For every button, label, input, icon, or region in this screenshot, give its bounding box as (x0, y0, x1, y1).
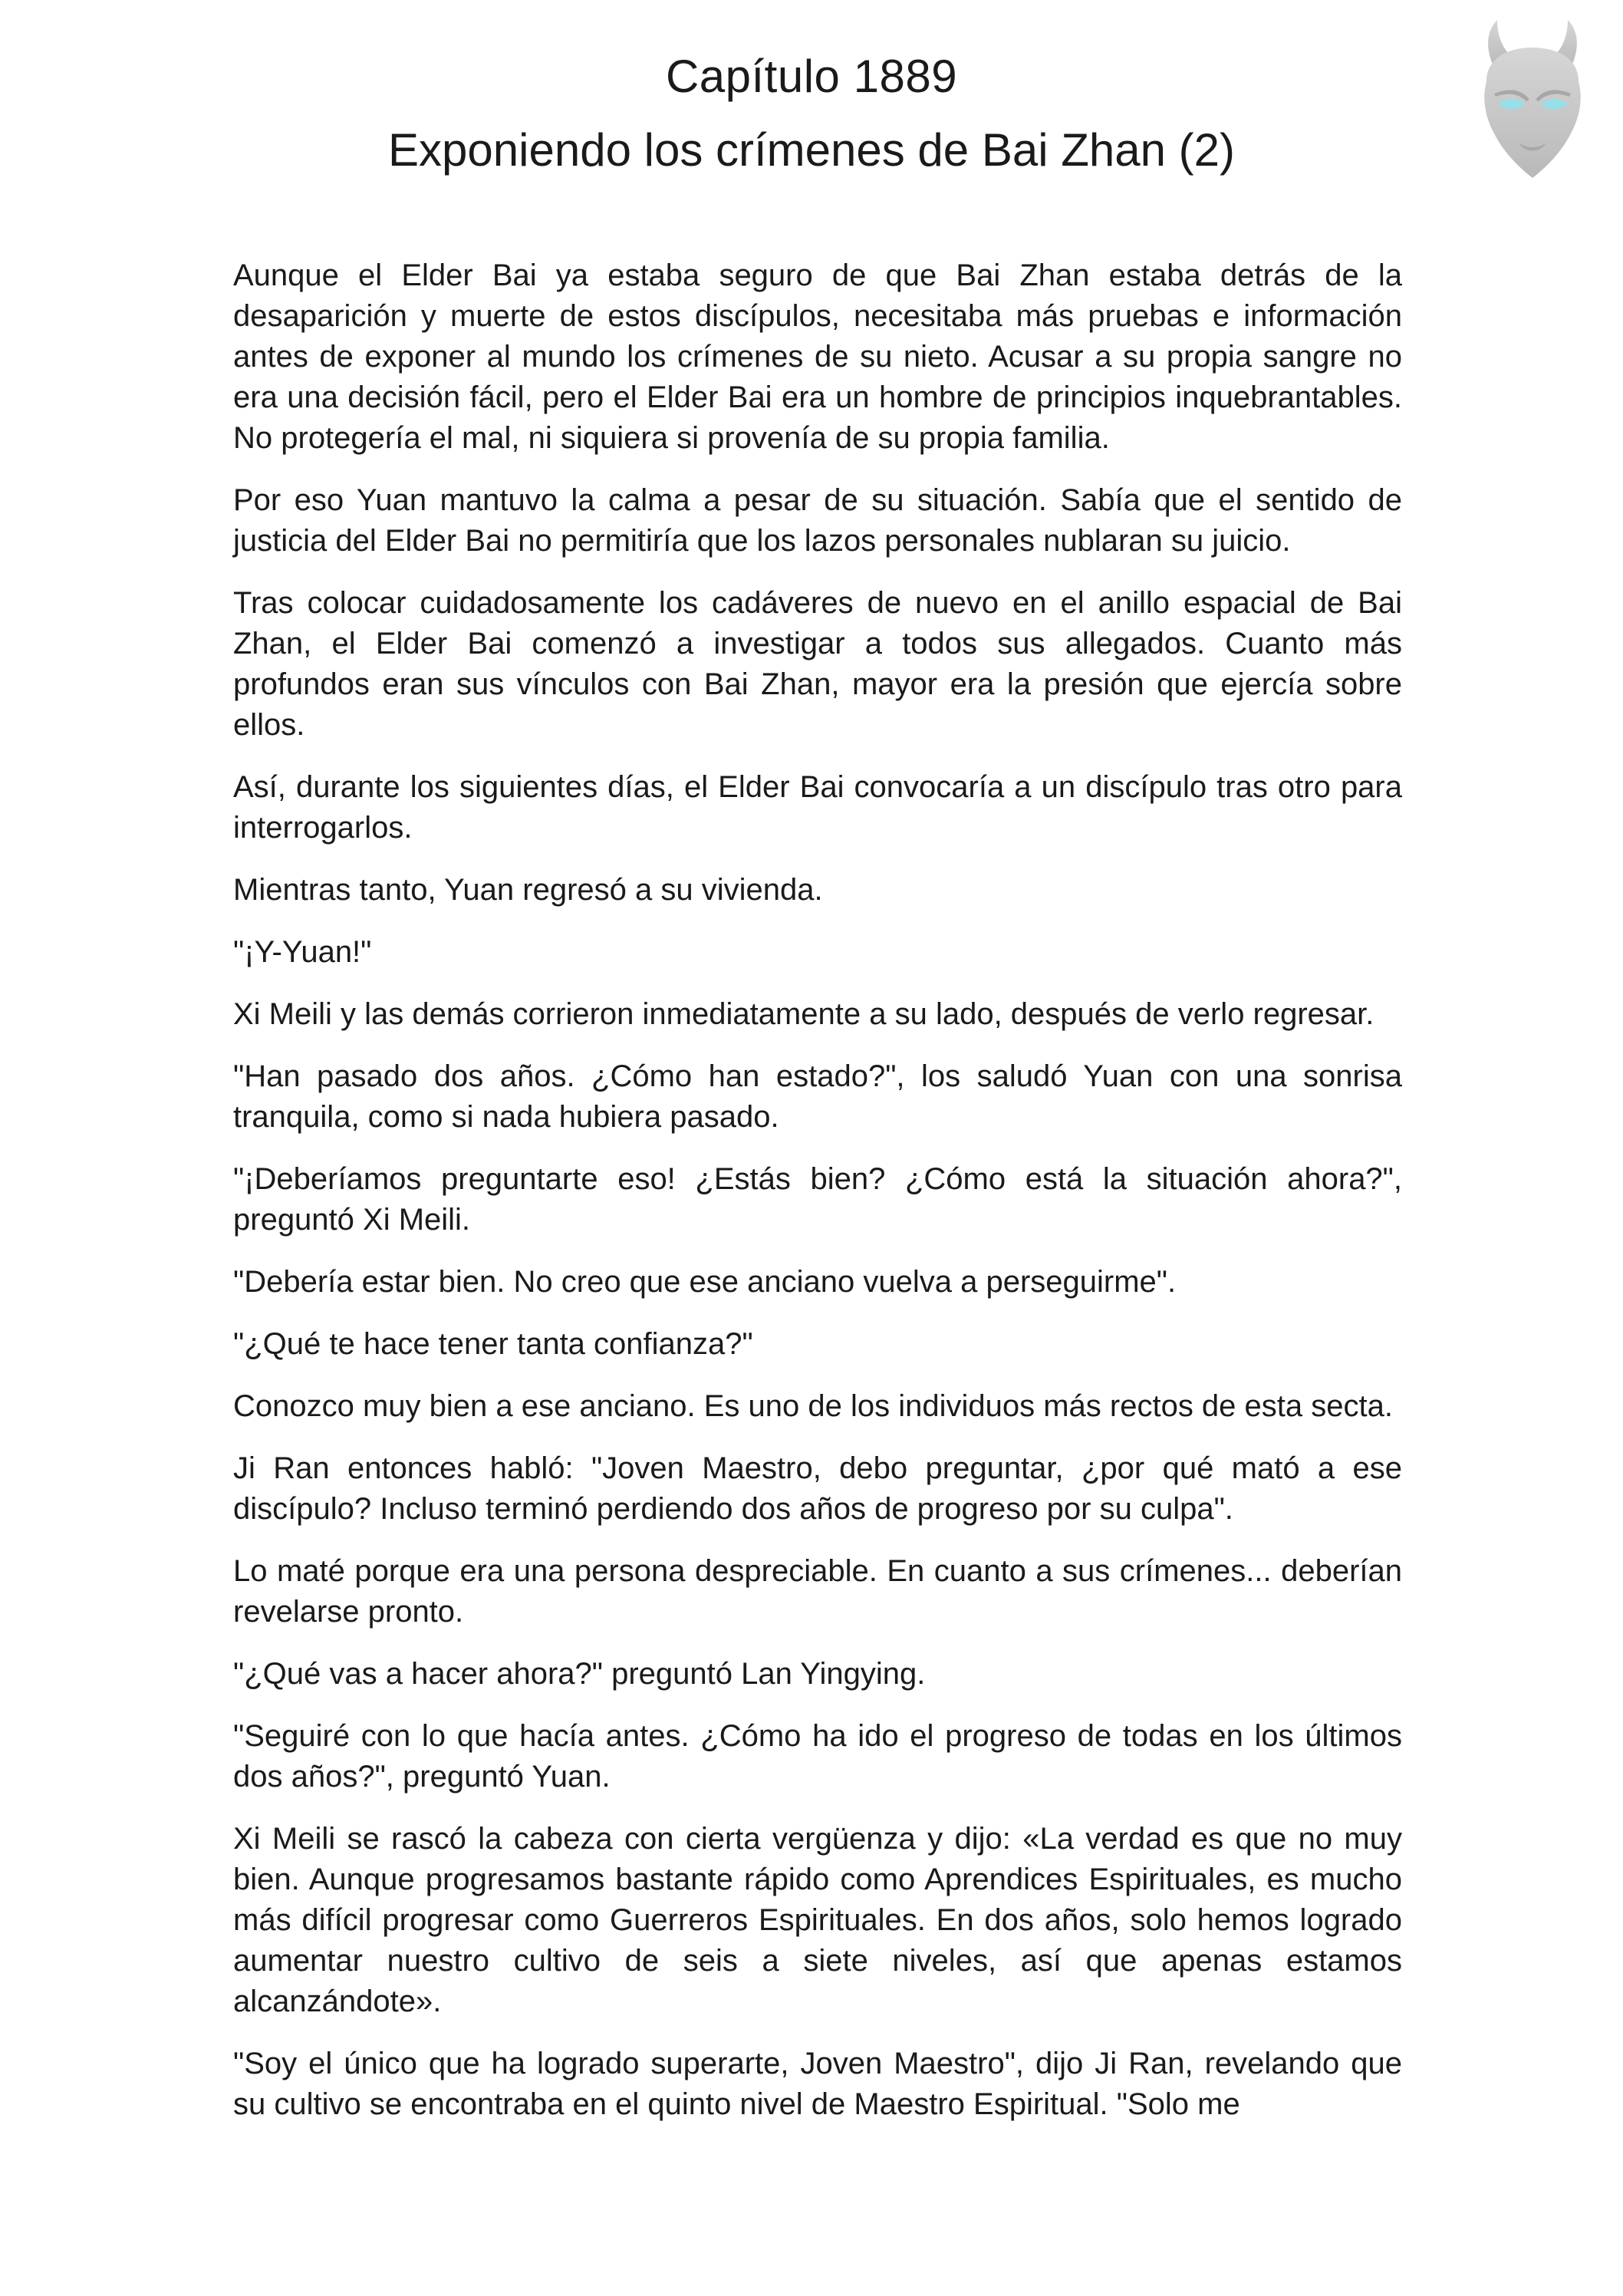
demon-head-logo-icon (1463, 14, 1602, 190)
paragraph: Aunque el Elder Bai ya estaba seguro de que Bai Zhan estaba detrás de la desaparición y muerte de estos discípulos, necesitaba más pruebas e información antes de exponer al mundo los crímenes de su nieto. Acusar a su propia sangre no era una decisión fácil, pero el Elder Bai era un hombre de principios inquebrantables. No protegería el mal, ni siquiera si provenía de su propia familia. (233, 259, 1402, 455)
paragraph: "¡Y-Yuan!" (233, 935, 372, 969)
paragraph: "¡Deberíamos preguntarte eso! ¿Estás bien? ¿Cómo está la situación ahora?", preguntó Xi Meili. (233, 1162, 1402, 1237)
paragraph: Xi Meili se rascó la cabeza con cierta vergüenza y dijo: «La verdad es que no muy bien. Aunque progresamos bastante rápido como Aprendices Espirituales, es mucho más difícil progresar como Guerreros Espirituales. En dos años, solo hemos logrado aumentar nuestro cultivo de seis a siete niveles, así que apenas estamos alcanzándote». (233, 1822, 1402, 2018)
paragraph: "Soy el único que ha logrado superarte, Joven Maestro", dijo Ji Ran, revelando que su cultivo se encontraba en el quinto nivel de Maestro Espiritual. "Solo me (233, 2047, 1402, 2121)
paragraph: Tras colocar cuidadosamente los cadáveres de nuevo en el anillo espacial de Bai Zhan, el Elder Bai comenzó a investigar a todos sus allegados. Cuanto más profundos eran sus vínculos con Bai Zhan, mayor era la presión que ejercía sobre ellos. (233, 586, 1402, 742)
chapter-body (233, 255, 1402, 2146)
paragraph: "Han pasado dos años. ¿Cómo han estado?", los saludó Yuan con una sonrisa tranquila, como si nada hubiera pasado. (233, 1059, 1402, 1134)
paragraph: Xi Meili y las demás corrieron inmediatamente a su lado, después de verlo regresar. (233, 997, 1374, 1031)
paragraph: "¿Qué vas a hacer ahora?" preguntó Lan Yingying. (233, 1657, 926, 1691)
paragraph: Por eso Yuan mantuvo la calma a pesar de su situación. Sabía que el sentido de justicia del Elder Bai no permitiría que los lazos personales nublaran su juicio. (233, 483, 1402, 558)
paragraph: "Seguiré con lo que hacía antes. ¿Cómo ha ido el progreso de todas en los últimos dos años?", preguntó Yuan. (233, 1719, 1402, 1794)
paragraph: Conozco muy bien a ese anciano. Es uno de los individuos más rectos de esta secta. (233, 1389, 1393, 1423)
paragraph: Así, durante los siguientes días, el Elder Bai convocaría a un discípulo tras otro para interrogarlos. (233, 770, 1402, 845)
paragraph: Mientras tanto, Yuan regresó a su vivienda. (233, 873, 823, 907)
paragraph: "Debería estar bien. No creo que ese anciano vuelva a perseguirme". (233, 1265, 1177, 1299)
chapter-header (0, 40, 1623, 187)
paragraph: "¿Qué te hace tener tanta confianza?" (233, 1327, 753, 1361)
chapter-number: Capítulo 1889 (665, 51, 958, 102)
paragraph: Lo maté porque era una persona despreciable. En cuanto a sus crímenes... deberían revelarse pronto. (233, 1554, 1402, 1629)
paragraph: Ji Ran entonces habló: "Joven Maestro, debo preguntar, ¿por qué mató a ese discípulo? Incluso terminó perdiendo dos años de progreso por su culpa". (233, 1451, 1402, 1526)
chapter-title: Exponiendo los crímenes de Bai Zhan (2) (388, 124, 1235, 176)
